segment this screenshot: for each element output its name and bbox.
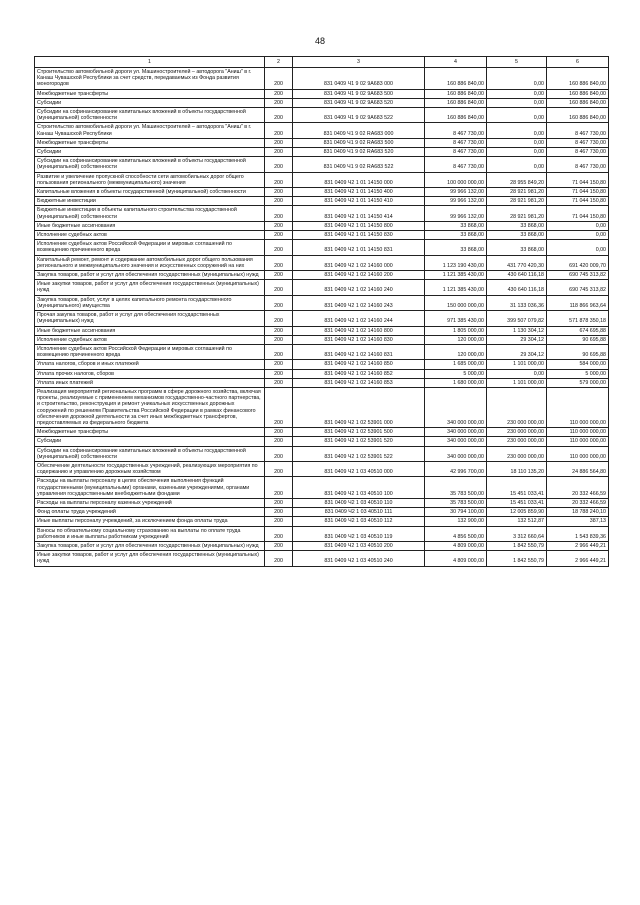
assigned-amount-cell: 1 121 385 430,00 <box>425 280 487 295</box>
table-row <box>35 157 609 172</box>
expense-name-cell: Строительство автомобильной дороги ул. Машиностроителей – автодорога "Аниш" в г. Канаш Чувашской Республики <box>35 123 265 138</box>
line-code-cell: 200 <box>265 360 293 369</box>
line-code-cell: 200 <box>265 206 293 221</box>
expense-name-cell: Субсидии <box>35 148 265 157</box>
line-code-cell: 200 <box>265 172 293 187</box>
table-row <box>35 508 609 517</box>
executed-amount-cell: 0,00 <box>487 68 547 90</box>
table-row <box>35 271 609 280</box>
executed-amount-cell: 0,00 <box>487 157 547 172</box>
unexecuted-amount-cell: 160 886 840,00 <box>547 89 609 98</box>
budget-classification-cell: 831 0409 Ч2 1 01 14150 831 <box>293 240 425 255</box>
table-row <box>35 123 609 138</box>
table-row <box>35 89 609 98</box>
unexecuted-amount-cell: 387,13 <box>547 517 609 526</box>
executed-amount-cell: 33 868,00 <box>487 240 547 255</box>
column-header: 2 <box>265 57 293 68</box>
budget-classification-cell: 831 0409 Ч2 1 02 14160 800 <box>293 326 425 335</box>
unexecuted-amount-cell: 1 543 839,36 <box>547 526 609 541</box>
executed-amount-cell: 28 921 981,20 <box>487 206 547 221</box>
budget-classification-cell: 831 0409 Ч2 1 03 40510 111 <box>293 508 425 517</box>
budget-classification-cell: 831 0409 Ч2 1 03 40510 000 <box>293 461 425 476</box>
assigned-amount-cell: 160 886 840,00 <box>425 108 487 123</box>
table-row <box>35 517 609 526</box>
table-row <box>35 498 609 507</box>
executed-amount-cell: 15 451 033,41 <box>487 477 547 499</box>
budget-classification-cell: 831 0409 Ч2 1 02 53901 520 <box>293 437 425 446</box>
line-code-cell: 200 <box>265 326 293 335</box>
assigned-amount-cell: 1 680 000,00 <box>425 378 487 387</box>
budget-classification-cell: 831 0409 Ч2 1 02 53901 500 <box>293 428 425 437</box>
expense-name-cell: Субсидии на софинансирование капитальных вложений в объекты государственной (муниципальной) собственности <box>35 446 265 461</box>
table-row <box>35 526 609 541</box>
line-code-cell: 200 <box>265 98 293 107</box>
page-number: 48 <box>314 36 325 46</box>
executed-amount-cell: 33 868,00 <box>487 231 547 240</box>
unexecuted-amount-cell: 71 044 150,80 <box>547 197 609 206</box>
budget-classification-cell: 831 0409 Ч2 1 02 14160 000 <box>293 255 425 270</box>
expense-name-cell: Строительство автомобильной дороги ул. Машиностроителей – автодорога "Аниш" в г. Канаш Чувашской Республики за счет средств, передаваемых из Фонда развития моногородов <box>35 68 265 90</box>
line-code-cell: 200 <box>265 240 293 255</box>
table-row <box>35 446 609 461</box>
executed-amount-cell: 0,00 <box>487 108 547 123</box>
line-code-cell: 200 <box>265 437 293 446</box>
table-row <box>35 197 609 206</box>
assigned-amount-cell: 120 000,00 <box>425 344 487 359</box>
expense-name-cell: Обеспечение деятельности государственных учреждений, реализующих мероприятия по содержанию и управлению дорожным хозяйством <box>35 461 265 476</box>
column-header: 6 <box>547 57 609 68</box>
unexecuted-amount-cell: 0,00 <box>547 221 609 230</box>
table-row <box>35 360 609 369</box>
assigned-amount-cell: 42 996 700,00 <box>425 461 487 476</box>
unexecuted-amount-cell: 24 886 564,80 <box>547 461 609 476</box>
assigned-amount-cell: 1 121 385 430,00 <box>425 271 487 280</box>
budget-classification-cell: 831 0409 Ч2 1 01 14150 800 <box>293 221 425 230</box>
line-code-cell: 200 <box>265 344 293 359</box>
unexecuted-amount-cell: 8 467 730,00 <box>547 148 609 157</box>
assigned-amount-cell: 99 966 132,00 <box>425 188 487 197</box>
budget-classification-cell: 831 0409 Ч1 9 02 9А683 522 <box>293 108 425 123</box>
line-code-cell: 200 <box>265 108 293 123</box>
assigned-amount-cell: 150 000 000,00 <box>425 295 487 310</box>
line-code-cell: 200 <box>265 498 293 507</box>
budget-classification-cell: 831 0409 Ч2 1 03 40510 119 <box>293 526 425 541</box>
table-row <box>35 231 609 240</box>
table-row <box>35 461 609 476</box>
line-code-cell: 200 <box>265 255 293 270</box>
table-row <box>35 477 609 499</box>
budget-classification-cell: 831 0409 Ч2 1 03 40510 110 <box>293 498 425 507</box>
table-row <box>35 437 609 446</box>
budget-classification-cell: 831 0409 Ч2 1 03 40510 200 <box>293 541 425 550</box>
unexecuted-amount-cell: 690 745 313,82 <box>547 271 609 280</box>
budget-classification-cell: 831 0409 Ч1 9 02 RA683 522 <box>293 157 425 172</box>
table-row <box>35 98 609 107</box>
executed-amount-cell: 230 000 000,00 <box>487 387 547 427</box>
expense-name-cell: Исполнение судебных актов <box>35 231 265 240</box>
line-code-cell: 200 <box>265 188 293 197</box>
unexecuted-amount-cell: 674 695,88 <box>547 326 609 335</box>
unexecuted-amount-cell: 5 000,00 <box>547 369 609 378</box>
line-code-cell: 200 <box>265 157 293 172</box>
table-row <box>35 148 609 157</box>
executed-amount-cell: 0,00 <box>487 148 547 157</box>
executed-amount-cell: 0,00 <box>487 98 547 107</box>
unexecuted-amount-cell: 20 332 466,59 <box>547 498 609 507</box>
budget-classification-cell: 831 0409 Ч2 1 02 14160 853 <box>293 378 425 387</box>
budget-classification-cell: 831 0409 Ч1 9 02 RA683 000 <box>293 123 425 138</box>
budget-classification-cell: 831 0409 Ч2 1 02 14160 830 <box>293 335 425 344</box>
table-row <box>35 188 609 197</box>
line-code-cell: 200 <box>265 311 293 326</box>
table-row <box>35 138 609 147</box>
assigned-amount-cell: 1 123 190 430,00 <box>425 255 487 270</box>
expense-name-cell: Бюджетные инвестиции в объекты капитального строительства государственной (муниципальной) собственности <box>35 206 265 221</box>
assigned-amount-cell: 30 794 100,00 <box>425 508 487 517</box>
assigned-amount-cell: 4 809 000,00 <box>425 541 487 550</box>
table-row <box>35 206 609 221</box>
assigned-amount-cell: 340 000 000,00 <box>425 387 487 427</box>
table-row <box>35 240 609 255</box>
line-code-cell: 200 <box>265 369 293 378</box>
executed-amount-cell: 230 000 000,00 <box>487 446 547 461</box>
expense-name-cell: Иные выплаты персоналу учреждений, за исключением фонда оплаты труда <box>35 517 265 526</box>
table-row <box>35 221 609 230</box>
line-code-cell: 200 <box>265 123 293 138</box>
table-row <box>35 311 609 326</box>
expense-name-cell: Межбюджетные трансферты <box>35 138 265 147</box>
assigned-amount-cell: 160 886 840,00 <box>425 98 487 107</box>
expense-name-cell: Субсидии на софинансирование капитальных вложений в объекты государственной (муниципальной) собственности <box>35 157 265 172</box>
line-code-cell: 200 <box>265 428 293 437</box>
budget-classification-cell: 831 0409 Ч2 1 01 14150 410 <box>293 197 425 206</box>
assigned-amount-cell: 340 000 000,00 <box>425 428 487 437</box>
expense-name-cell: Уплата прочих налогов, сборов <box>35 369 265 378</box>
assigned-amount-cell: 100 000 000,00 <box>425 172 487 187</box>
executed-amount-cell: 15 451 033,41 <box>487 498 547 507</box>
budget-classification-cell: 831 0409 Ч2 1 02 53901 522 <box>293 446 425 461</box>
assigned-amount-cell: 8 467 730,00 <box>425 123 487 138</box>
unexecuted-amount-cell: 0,00 <box>547 231 609 240</box>
executed-amount-cell: 399 507 079,82 <box>487 311 547 326</box>
unexecuted-amount-cell: 160 886 840,00 <box>547 68 609 90</box>
table-row <box>35 428 609 437</box>
assigned-amount-cell: 340 000 000,00 <box>425 437 487 446</box>
table-row <box>35 326 609 335</box>
table-row <box>35 295 609 310</box>
unexecuted-amount-cell: 20 332 466,59 <box>547 477 609 499</box>
executed-amount-cell: 0,00 <box>487 138 547 147</box>
expense-name-cell: Субсидии на софинансирование капитальных вложений в объекты государственной (муниципальной) собственности <box>35 108 265 123</box>
assigned-amount-cell: 4 856 500,00 <box>425 526 487 541</box>
unexecuted-amount-cell: 571 878 350,18 <box>547 311 609 326</box>
assigned-amount-cell: 8 467 730,00 <box>425 157 487 172</box>
line-code-cell: 200 <box>265 271 293 280</box>
expense-name-cell: Расходы на выплаты персоналу в целях обеспечения выполнения функций государственными (муниципальными) органами, казенными учреждениями, органами управления государственными внебюджетными фондами <box>35 477 265 499</box>
expense-name-cell: Исполнение судебных актов Российской Федерации и мировых соглашений по возмещению причиненного вреда <box>35 240 265 255</box>
expense-name-cell: Субсидии <box>35 437 265 446</box>
expense-name-cell: Бюджетные инвестиции <box>35 197 265 206</box>
line-code-cell: 200 <box>265 517 293 526</box>
line-code-cell: 200 <box>265 508 293 517</box>
assigned-amount-cell: 120 000,00 <box>425 335 487 344</box>
assigned-amount-cell: 35 783 500,00 <box>425 498 487 507</box>
executed-amount-cell: 1 101 000,00 <box>487 378 547 387</box>
assigned-amount-cell: 1 805 000,00 <box>425 326 487 335</box>
assigned-amount-cell: 971 385 430,00 <box>425 311 487 326</box>
executed-amount-cell: 230 000 000,00 <box>487 428 547 437</box>
executed-amount-cell: 12 005 859,90 <box>487 508 547 517</box>
expense-name-cell: Иные закупки товаров, работ и услуг для обеспечения государственных (муниципальных) нужд <box>35 280 265 295</box>
budget-classification-cell: 831 0409 Ч1 9 02 RA683 520 <box>293 148 425 157</box>
budget-classification-cell: 831 0409 Ч2 1 01 14150 400 <box>293 188 425 197</box>
column-header: 1 <box>35 57 265 68</box>
assigned-amount-cell: 99 966 132,00 <box>425 206 487 221</box>
budget-classification-cell: 831 0409 Ч2 1 01 14150 000 <box>293 172 425 187</box>
executed-amount-cell: 0,00 <box>487 123 547 138</box>
assigned-amount-cell: 160 886 840,00 <box>425 89 487 98</box>
line-code-cell: 200 <box>265 477 293 499</box>
column-header: 5 <box>487 57 547 68</box>
budget-classification-cell: 831 0409 Ч2 1 03 40510 112 <box>293 517 425 526</box>
budget-classification-cell: 831 0409 Ч2 1 02 14160 852 <box>293 369 425 378</box>
line-code-cell: 200 <box>265 89 293 98</box>
executed-amount-cell: 430 640 116,18 <box>487 271 547 280</box>
assigned-amount-cell: 8 467 730,00 <box>425 148 487 157</box>
line-code-cell: 200 <box>265 231 293 240</box>
assigned-amount-cell: 8 467 730,00 <box>425 138 487 147</box>
budget-classification-cell: 831 0409 Ч1 9 02 RA683 500 <box>293 138 425 147</box>
unexecuted-amount-cell: 160 886 840,00 <box>547 108 609 123</box>
budget-classification-cell: 831 0409 Ч2 1 03 40510 240 <box>293 551 425 566</box>
budget-classification-cell: 831 0409 Ч2 1 02 14160 244 <box>293 311 425 326</box>
unexecuted-amount-cell: 579 000,00 <box>547 378 609 387</box>
table-row <box>35 344 609 359</box>
unexecuted-amount-cell: 8 467 730,00 <box>547 157 609 172</box>
column-header: 4 <box>425 57 487 68</box>
line-code-cell: 200 <box>265 378 293 387</box>
table-row <box>35 335 609 344</box>
executed-amount-cell: 230 000 000,00 <box>487 437 547 446</box>
table-body <box>35 68 609 567</box>
table-row <box>35 551 609 566</box>
assigned-amount-cell: 340 000 000,00 <box>425 446 487 461</box>
assigned-amount-cell: 33 868,00 <box>425 240 487 255</box>
expense-name-cell: Уплата налогов, сборов и иных платежей <box>35 360 265 369</box>
expense-name-cell: Прочая закупка товаров, работ и услуг для обеспечения государственных (муниципальных) нужд <box>35 311 265 326</box>
table-row <box>35 172 609 187</box>
expense-name-cell: Иные бюджетные ассигнования <box>35 221 265 230</box>
unexecuted-amount-cell: 0,00 <box>547 240 609 255</box>
unexecuted-amount-cell: 118 866 963,64 <box>547 295 609 310</box>
table-row <box>35 255 609 270</box>
unexecuted-amount-cell: 690 745 313,82 <box>547 280 609 295</box>
line-code-cell: 200 <box>265 295 293 310</box>
executed-amount-cell: 430 640 116,18 <box>487 280 547 295</box>
expense-name-cell: Расходы на выплаты персоналу казенных учреждений <box>35 498 265 507</box>
executed-amount-cell: 29 304,12 <box>487 344 547 359</box>
expense-name-cell: Исполнение судебных актов Российской Федерации и мировых соглашений по возмещению причиненного вреда <box>35 344 265 359</box>
column-header: 3 <box>293 57 425 68</box>
table-row <box>35 387 609 427</box>
unexecuted-amount-cell: 8 467 730,00 <box>547 138 609 147</box>
budget-execution-table <box>34 56 609 567</box>
expense-name-cell: Межбюджетные трансферты <box>35 428 265 437</box>
executed-amount-cell: 431 770 420,30 <box>487 255 547 270</box>
line-code-cell: 200 <box>265 526 293 541</box>
line-code-cell: 200 <box>265 387 293 427</box>
budget-classification-cell: 831 0409 Ч2 1 02 14160 831 <box>293 344 425 359</box>
budget-classification-cell: 831 0409 Ч2 1 02 14160 850 <box>293 360 425 369</box>
expense-name-cell: Взносы по обязательному социальному страхованию на выплаты по оплате труда работников и иные выплаты работникам учреждений <box>35 526 265 541</box>
assigned-amount-cell: 5 000,00 <box>425 369 487 378</box>
executed-amount-cell: 29 304,12 <box>487 335 547 344</box>
line-code-cell: 200 <box>265 551 293 566</box>
expense-name-cell: Субсидии <box>35 98 265 107</box>
unexecuted-amount-cell: 2 966 449,21 <box>547 541 609 550</box>
line-code-cell: 200 <box>265 446 293 461</box>
unexecuted-amount-cell: 18 788 240,10 <box>547 508 609 517</box>
table-row <box>35 108 609 123</box>
assigned-amount-cell: 132 900,00 <box>425 517 487 526</box>
budget-classification-cell: 831 0409 Ч2 1 02 14160 243 <box>293 295 425 310</box>
assigned-amount-cell: 4 809 000,00 <box>425 551 487 566</box>
expense-name-cell: Закупка товаров, работ и услуг для обеспечения государственных (муниципальных) нужд <box>35 541 265 550</box>
executed-amount-cell: 1 130 304,12 <box>487 326 547 335</box>
column-number-row <box>35 57 609 68</box>
unexecuted-amount-cell: 71 044 150,80 <box>547 188 609 197</box>
expense-name-cell: Развитие и увеличение пропускной способности сети автомобильных дорог общего пользования регионального (межмуниципального) значения <box>35 172 265 187</box>
unexecuted-amount-cell: 90 695,88 <box>547 344 609 359</box>
line-code-cell: 200 <box>265 221 293 230</box>
expense-name-cell: Капитальный ремонт, ремонт и содержание автомобильных дорог общего пользования регионального и межмуниципального значения и искусственных сооружений на них <box>35 255 265 270</box>
table-row <box>35 68 609 90</box>
table-row <box>35 378 609 387</box>
line-code-cell: 200 <box>265 197 293 206</box>
expense-name-cell: Закупка товаров, работ, услуг в целях капитального ремонта государственного (муниципального) имущества <box>35 295 265 310</box>
unexecuted-amount-cell: 110 000 000,00 <box>547 387 609 427</box>
unexecuted-amount-cell: 90 695,88 <box>547 335 609 344</box>
unexecuted-amount-cell: 71 044 150,80 <box>547 172 609 187</box>
assigned-amount-cell: 35 783 500,00 <box>425 477 487 499</box>
executed-amount-cell: 1 101 000,00 <box>487 360 547 369</box>
executed-amount-cell: 1 842 550,79 <box>487 551 547 566</box>
assigned-amount-cell: 99 966 132,00 <box>425 197 487 206</box>
expense-name-cell: Закупка товаров, работ и услуг для обеспечения государственных (муниципальных) нужд <box>35 271 265 280</box>
budget-classification-cell: 831 0409 Ч1 9 02 9А683 520 <box>293 98 425 107</box>
budget-classification-cell: 831 0409 Ч2 1 01 14150 414 <box>293 206 425 221</box>
executed-amount-cell: 28 921 981,20 <box>487 197 547 206</box>
expense-name-cell: Иные бюджетные ассигнования <box>35 326 265 335</box>
executed-amount-cell: 28 955 849,20 <box>487 172 547 187</box>
line-code-cell: 200 <box>265 461 293 476</box>
executed-amount-cell: 0,00 <box>487 369 547 378</box>
budget-classification-cell: 831 0409 Ч1 9 02 9А683 500 <box>293 89 425 98</box>
table-row <box>35 280 609 295</box>
unexecuted-amount-cell: 110 000 000,00 <box>547 446 609 461</box>
expense-name-cell: Иные закупки товаров, работ и услуг для обеспечения государственных (муниципальных) нужд <box>35 551 265 566</box>
executed-amount-cell: 28 921 981,20 <box>487 188 547 197</box>
table-row <box>35 369 609 378</box>
line-code-cell: 200 <box>265 138 293 147</box>
executed-amount-cell: 1 842 550,79 <box>487 541 547 550</box>
executed-amount-cell: 18 110 135,20 <box>487 461 547 476</box>
executed-amount-cell: 3 312 660,64 <box>487 526 547 541</box>
expense-name-cell: Капитальные вложения в объекты государственной (муниципальной) собственности <box>35 188 265 197</box>
budget-classification-cell: 831 0409 Ч2 1 02 53901 000 <box>293 387 425 427</box>
budget-classification-cell: 831 0409 Ч2 1 02 14160 200 <box>293 271 425 280</box>
expense-name-cell: Исполнение судебных актов <box>35 335 265 344</box>
line-code-cell: 200 <box>265 68 293 90</box>
budget-classification-cell: 831 0409 Ч1 9 02 9А683 000 <box>293 68 425 90</box>
assigned-amount-cell: 1 685 000,00 <box>425 360 487 369</box>
executed-amount-cell: 132 512,87 <box>487 517 547 526</box>
line-code-cell: 200 <box>265 280 293 295</box>
unexecuted-amount-cell: 584 000,00 <box>547 360 609 369</box>
expense-name-cell: Межбюджетные трансферты <box>35 89 265 98</box>
executed-amount-cell: 0,00 <box>487 89 547 98</box>
expense-name-cell: Фонд оплаты труда учреждений <box>35 508 265 517</box>
unexecuted-amount-cell: 110 000 000,00 <box>547 437 609 446</box>
table-row <box>35 541 609 550</box>
expense-name-cell: Реализация мероприятий региональных программ в сфере дорожного хозяйства, включая проекты, реализуемые с применением механизмов государственно-частного партнерства, и строительство, реконструкция и ремонт уникальных искусственных дорожных сооружений по решениям Правительства Российской Федерации в рамках финансового обеспечения дорожной деятельности за счет иных межбюджетных трансфертов, предоставляемых из федерального бюджета <box>35 387 265 427</box>
assigned-amount-cell: 33 868,00 <box>425 221 487 230</box>
unexecuted-amount-cell: 160 886 840,00 <box>547 98 609 107</box>
line-code-cell: 200 <box>265 335 293 344</box>
executed-amount-cell: 33 868,00 <box>487 221 547 230</box>
assigned-amount-cell: 160 886 840,00 <box>425 68 487 90</box>
unexecuted-amount-cell: 691 420 009,70 <box>547 255 609 270</box>
assigned-amount-cell: 33 868,00 <box>425 231 487 240</box>
line-code-cell: 200 <box>265 541 293 550</box>
budget-classification-cell: 831 0409 Ч2 1 02 14160 240 <box>293 280 425 295</box>
line-code-cell: 200 <box>265 148 293 157</box>
unexecuted-amount-cell: 71 044 150,80 <box>547 206 609 221</box>
unexecuted-amount-cell: 2 966 449,21 <box>547 551 609 566</box>
executed-amount-cell: 31 133 036,36 <box>487 295 547 310</box>
budget-classification-cell: 831 0409 Ч2 1 01 14150 830 <box>293 231 425 240</box>
unexecuted-amount-cell: 110 000 000,00 <box>547 428 609 437</box>
unexecuted-amount-cell: 8 467 730,00 <box>547 123 609 138</box>
budget-classification-cell: 831 0409 Ч2 1 03 40510 100 <box>293 477 425 499</box>
expense-name-cell: Уплата иных платежей <box>35 378 265 387</box>
